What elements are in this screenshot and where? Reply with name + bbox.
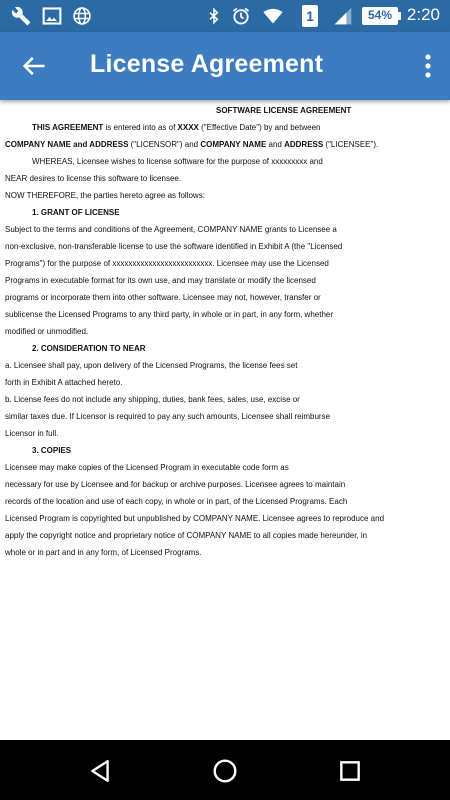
- section-1-line: sublicense the Licensed Programs to any third party, in whole or in part, in any form, whether: [5, 310, 334, 319]
- section-3-line: Licensed Program is copyrighted but unpublished by COMPANY NAME. Licensee agrees to reproduce and: [5, 514, 385, 523]
- page-title: License Agreement: [90, 50, 324, 78]
- section-2-line: Licensor in full.: [5, 429, 59, 438]
- date-placeholder: XXXX: [177, 123, 199, 132]
- signal-icon: [332, 6, 354, 26]
- recents-icon[interactable]: [337, 758, 363, 784]
- license-document[interactable]: [0, 100, 450, 740]
- status-time: 2:20: [406, 5, 440, 24]
- more-vert-icon[interactable]: [422, 52, 434, 80]
- effective-date-text: ("Effective Date") by and between: [198, 123, 321, 132]
- licensor-name: COMPANY NAME and ADDRESS: [5, 140, 129, 149]
- section-1-line: modified or unmodified.: [5, 327, 89, 336]
- now-therefore-line: NOW THEREFORE, the parties hereto agree as follows:: [5, 191, 205, 200]
- section-1-line: Programs") for the purpose of xxxxxxxxxxxxxxxxxxxxxxxxx. Licensee may use the Licensed: [5, 259, 329, 268]
- agreement-text: is entered into as of: [103, 123, 178, 132]
- globe-icon: [72, 6, 92, 26]
- licensee-company: COMPANY NAME: [200, 140, 267, 149]
- section-2-line: b. License fees do not include any shipping, duties, bank fees, sales, use, excise or: [5, 395, 300, 404]
- section-1-line: Subject to the terms and conditions of the Agreement, COMPANY NAME grants to Licensee a: [5, 225, 337, 234]
- section-2-line: similar taxes due. If Licensor is required to pay any such amounts, Licensee shall reimburse: [5, 412, 331, 421]
- licensee-text: ("LICENSEE").: [323, 140, 379, 149]
- sim-label: 1: [306, 8, 314, 24]
- document-heading: SOFTWARE LICENSE AGREEMENT: [216, 106, 352, 115]
- whereas-line: WHEREAS, Licensee wishes to license software for the purpose of xxxxxxxxx and: [32, 157, 323, 166]
- section-3-line: Licensee may make copies of the Licensed Program in executable code form as: [5, 463, 289, 472]
- agreement-intro-line: [32, 119, 320, 136]
- near-desires-line: NEAR desires to license this software to licensee.: [5, 174, 182, 183]
- section-1-line: non-exclusive, non-transferable license to use the software identified in Exhibit A (the "Licensed: [5, 242, 343, 251]
- section-1-line: programs or incorporate them into other software. Licensee may not, however, transfer or: [5, 293, 321, 302]
- wifi-icon: [260, 6, 286, 26]
- section-3-line: records of the location and use of each copy, in whole or in part, of the Licensed Programs. Each: [5, 497, 348, 506]
- battery-tip: [398, 12, 401, 20]
- status-bar: [0, 0, 450, 32]
- and-text: and: [266, 140, 285, 149]
- alarm-icon: [230, 6, 252, 26]
- section-1-line: Programs in executable format for its own use, and may translate or modify the licensed: [5, 276, 316, 285]
- section-2-line: forth in Exhibit A attached hereto.: [5, 378, 123, 387]
- section-3-line: whole or in part and in any form, of Licensed Programs.: [5, 548, 202, 557]
- sim-1-icon: [302, 5, 318, 27]
- back-triangle-icon[interactable]: [87, 758, 113, 784]
- section-3-title: 3. COPIES: [32, 446, 72, 455]
- bluetooth-icon: [206, 6, 222, 26]
- licensee-address: ADDRESS: [284, 140, 324, 149]
- section-2-line: a. Licensee shall pay, upon delivery of the Licensed Programs, the license fees set: [5, 361, 298, 370]
- parties-line: [5, 136, 378, 153]
- home-icon[interactable]: [212, 758, 238, 784]
- section-2-title: 2. CONSIDERATION TO NEAR: [32, 344, 146, 353]
- app-bar: [0, 32, 450, 100]
- back-arrow-icon[interactable]: [20, 52, 48, 80]
- wrench-icon: [10, 6, 32, 26]
- section-1-title: 1. GRANT OF LICENSE: [32, 208, 120, 217]
- image-icon: [42, 6, 62, 26]
- licensor-text: ("LICENSOR") and: [128, 140, 201, 149]
- navigation-bar: [0, 740, 450, 800]
- battery-icon: [362, 7, 398, 25]
- section-3-line: apply the copyright notice and proprietary notice of COMPANY NAME to all copies made hereunder, in: [5, 531, 368, 540]
- agreement-bold-text: THIS AGREEMENT: [32, 123, 104, 132]
- battery-percent: 54%: [367, 8, 393, 22]
- section-3-line: necessary for use by Licensee and for backup or archive purposes. Licensee agrees to maintain: [5, 480, 346, 489]
